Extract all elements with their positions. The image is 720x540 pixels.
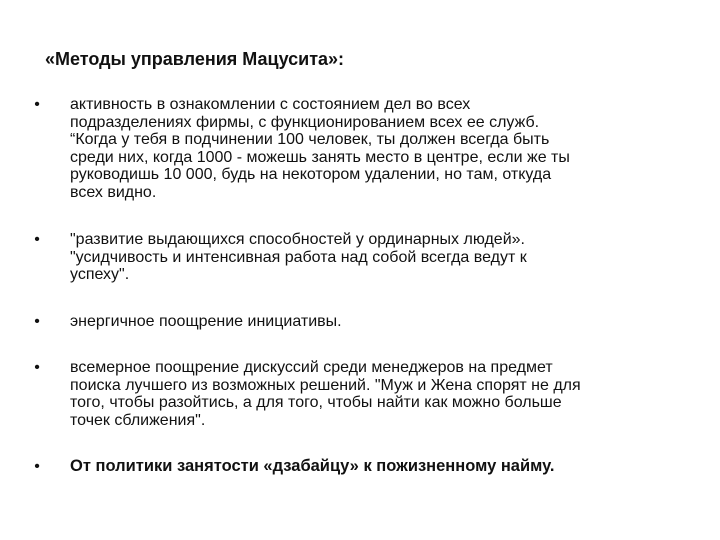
text-line: активность в ознакомлении с состоянием дел во всех [70, 96, 471, 113]
text-line: среди них, когда 1000 - можешь занять место в центре, если же ты [70, 148, 570, 166]
text-line: успеху". [70, 266, 130, 283]
list-item-text [70, 458, 690, 476]
text-line: всемерное поощрение дискуссий среди менеджеров на предмет [70, 359, 553, 376]
text-line: "усидчивость и интенсивная работа над собой всегда ведут к [70, 248, 527, 266]
bullet-dot: • [34, 359, 40, 376]
list-item-text [70, 359, 690, 429]
list-item-text [70, 313, 690, 331]
text-line: поиска лучшего из возможных решений. "Муж и Жена спорят не для [70, 376, 581, 394]
bullet-dot: • [34, 313, 40, 330]
text-line: того, чтобы разойтись, а для того, чтобы найти как можно больше [70, 394, 562, 411]
text-line: "развитие выдающихся способностей у ординарных людей». [70, 231, 525, 248]
text-line: руководишь 10 000, будь на некотором удалении, но там, откуда [70, 166, 552, 183]
list-item-text [70, 231, 690, 284]
text-line: “Когда у тебя в подчинении 100 человек, ты должен всегда быть [70, 131, 550, 148]
bullet-dot: • [34, 458, 40, 475]
bullet-dot: • [34, 96, 40, 113]
list-item-text [70, 96, 690, 201]
text-line: От политики занятости «дзабайцу» к пожизненному найму. [70, 457, 555, 475]
bullet-dot: • [34, 231, 40, 248]
slide-title: «Методы управления Мацусита»: [45, 49, 345, 69]
text-line: энергичное поощрение инициативы. [70, 313, 342, 330]
text-line: точек сближения". [70, 411, 206, 429]
text-line: всех видно. [70, 183, 157, 201]
text-line: подразделениях фирмы, с функционированием всех ее служб. [70, 113, 540, 131]
